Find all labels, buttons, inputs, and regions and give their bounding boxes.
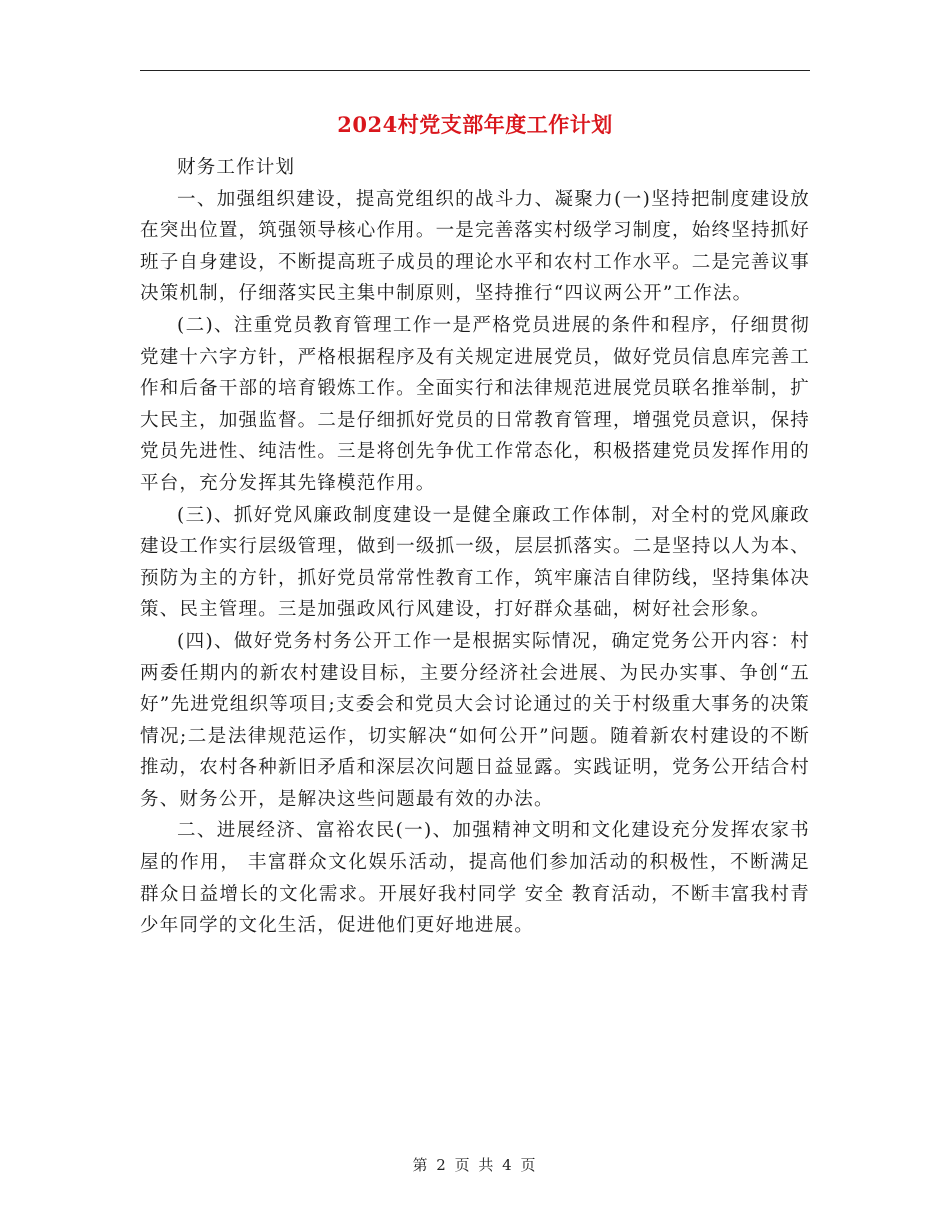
paragraph-section-2: 二、进展经济、富裕农民(一)、加强精神文明和文化建设充分发挥农家书屋的作用， 丰富群众文化娱乐活动，提高他们参加活动的积极性，不断满足群众日益增长的文化需求。开展好我村同学 安全 教育活动，不断丰富我村青少年同学的文化生活，促进他们更好地进展。 — [140, 820, 810, 937]
paragraph-section-1-4: (四)、做好党务村务公开工作一是根据实际情况，确定党务公开内容：村两委任期内的新农村建设目标，主要分经济社会进展、为民办实事、争创“五好”先进党组织等项目;支委会和党员大会讨论通过的关于村级重大事务的决策情况;二是法律规范运作，切实解决“如何公开”问题。随着新农村建设的不断推动，农村各种新旧矛盾和深层次问题日益显露。实践证明，党务公开结合村务、财务公开，是解决这些问题最有效的办法。 — [140, 630, 810, 810]
paragraph-section-1: 一、加强组织建设，提高党组织的战斗力、凝聚力(一)坚持把制度建设放在突出位置，筑强领导核心作用。一是完善落实村级学习制度，始终坚持抓好班子自身建设，不断提高班子成员的理论水平和农村工作水平。二是完善议事决策机制，仔细落实民主集中制原则，坚持推行“四议两公开”工作法。 — [140, 188, 810, 305]
paragraph-subtitle: 财务工作计划 — [177, 157, 296, 178]
document-body — [140, 152, 810, 942]
document-title: 2024村党支部年度工作计划 — [337, 112, 613, 137]
paragraph-section-1-2: (二)、注重党员教育管理工作一是严格党员进展的条件和程序，仔细贯彻党建十六字方针，严格根据程序及有关规定进展党员，做好党员信息库完善工作和后备干部的培育锻炼工作。全面实行和法律规范进展党员联名推举制，扩大民主，加强监督。二是仔细抓好党员的日常教育管理，增强党员意识，保持党员先进性、纯洁性。三是将创先争优工作常态化，积极搭建党员发挥作用的平台，充分发挥其先锋模范作用。 — [140, 314, 810, 494]
page-number: 第 2 页 共 4 页 — [412, 1156, 538, 1174]
paragraph-section-1-3: (三)、抓好党风廉政制度建设一是健全廉政工作体制，对全村的党风廉政建设工作实行层级管理，做到一级抓一级，层层抓落实。二是坚持以人为本、预防为主的方针，抓好党员常常性教育工作，筑牢廉洁自律防线，坚持集体决策、民主管理。三是加强政风行风建设，打好群众基础，树好社会形象。 — [140, 504, 810, 621]
header-rule — [140, 70, 810, 71]
